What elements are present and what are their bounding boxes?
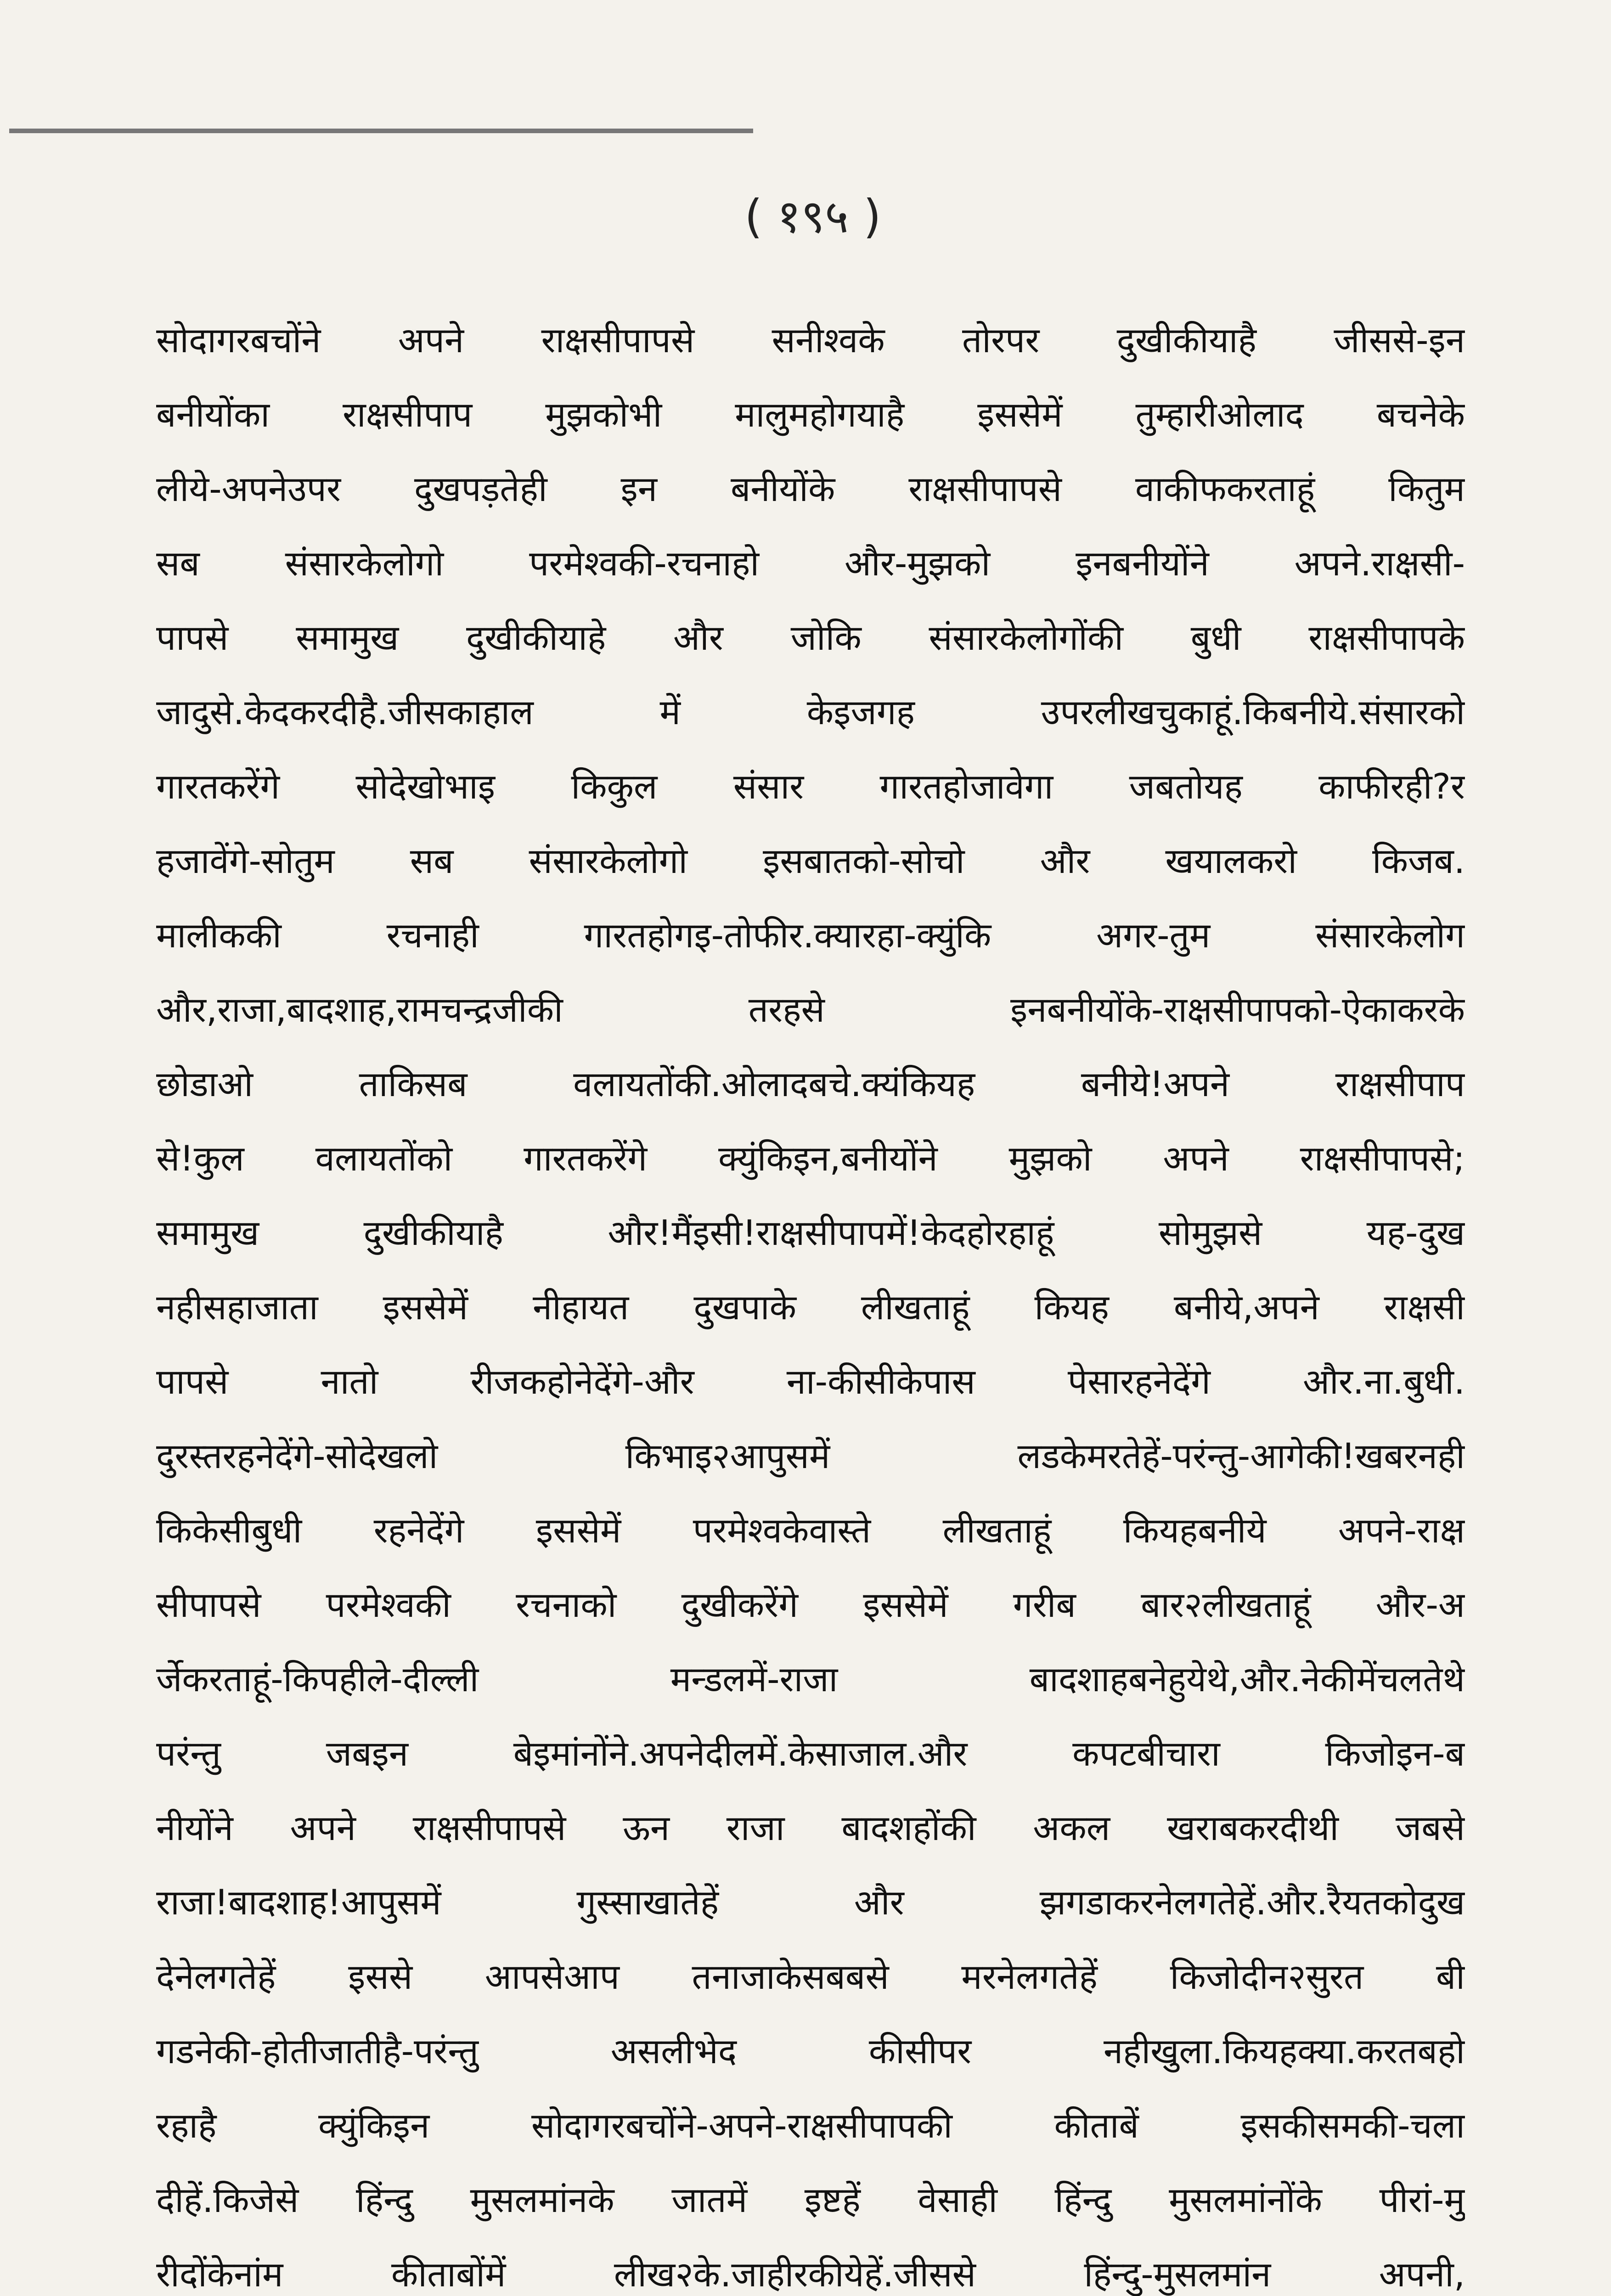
text-line: राजा!बादशाह!आपुसमें गुस्साखातेहें और झगडाकरनेलगतेहें.और.रैयतकोदुख <box>156 1882 1465 1923</box>
text-line: सोदागरबचोंने अपने राक्षसीपापसे सनीश्वके तोरपर दुखीकीयाहै जीससे-इन <box>156 320 1465 360</box>
text-line: गडनेकी-होतीजातीहै-परंन्तु असलीभेद कीसीपर नहीखुला.कियहक्या.करतबहो <box>156 2031 1465 2071</box>
text-line: दुरस्तरहनेदेंगे-सोदेखलो किभाइ२आपुसमें लडकेमरतेहें-परंन्तु-आगेकी!खबरनही <box>156 1435 1465 1476</box>
text-line: हजावेंगे-सोतुम सब संसारकेलोगो इसबातको-सोचो और खयालकरो किजब. <box>156 840 1465 881</box>
text-line: छोडाओ ताकिसब वलायतोंकी.ओलादबचे.क्यंकियह बनीये!अपने राक्षसीपाप <box>156 1064 1465 1104</box>
text-line: सीपापसे परमेश्वकी रचनाको दुखीकरेंगे इससेमें गरीब बार२लीखताहूं और-अ <box>156 1584 1465 1625</box>
text-line: किकेसीबुधी रहनेदेंगे इससेमें परमेश्वकेवास्ते लीखताहूं कियहबनीये अपने-राक्ष <box>156 1510 1465 1551</box>
text-line: समामुख दुखीकीयाहै और!मैंइसी!राक्षसीपापमें!केदहोरहाहूं सोमुझसे यह-दुख <box>156 1212 1465 1253</box>
text-line: रहाहै क्युंकिइन सोदागरबचोंने-अपने-राक्षसीपापकी कीताबें इसकीसमकी-चला <box>156 2105 1465 2146</box>
text-line: पापसे नातो रीजकहोनेदेंगे-और ना-कीसीकेपास पेसारहनेदेंगे और.ना.बुधी. <box>156 1361 1465 1402</box>
top-rule <box>9 129 753 133</box>
text-line: रीदोंकेनांम कीताबोंमें लीख२के.जाहीरकीयेहें.जीससे हिंन्दु-मुसलमांन अपनी, <box>156 2254 1465 2295</box>
text-line: नहीसहाजाता इससेमें नीहायत दुखपाके लीखताहूं कियह बनीये,अपने राक्षसी <box>156 1287 1465 1328</box>
page-number: ( १९५ ) <box>744 190 881 243</box>
text-line: बनीयोंका राक्षसीपाप मुझकोभी मालुमहोगयाहै इससेमें तुम्हारीओलाद बचनेके <box>156 394 1465 435</box>
text-line: मालीककी रचनाही गारतहोगइ-तोफीर.क्यारहा-क्युंकि अगर-तुम संसारकेलोग <box>156 915 1465 956</box>
text-line: दीहें.किजेसे हिंन्दु मुसलमांनके जातमें इष्टहें वेसाही हिंन्दु मुसलमांनोंके पीरां-मु <box>156 2179 1465 2220</box>
text-line: लीये-अपनेउपर दुखपड़तेही इन बनीयोंके राक्षसीपापसे वाकीफकरताहूं कितुम <box>156 468 1465 509</box>
text-line: गारतकरेंगे सोदेखोभाइ किकुल संसार गारतहोजावेगा जबतोयह काफीरही?र <box>156 766 1465 807</box>
text-line: र्जेकरताहूं-किपहीले-दील्ली मन्डलमें-राजा बादशाहबनेहुयेथे,और.नेकीमेंचलतेथे <box>156 1659 1465 1699</box>
text-line: जादुसे.केदकरदीहै.जीसकाहाल में केइजगह उपरलीखचुकाहूं.किबनीये.संसारको <box>156 692 1465 732</box>
text-line: परंन्तु जबइन बेइमांनोंने.अपनेदीलमें.केसाजाल.और कपटबीचारा किजोइन-ब <box>156 1733 1465 1774</box>
text-line: सब संसारकेलोगो परमेश्वकी-रचनाहो और-मुझको इनबनीयोंने अपने.राक्षसी- <box>156 543 1465 584</box>
text-line: नीयोंने अपने राक्षसीपापसे ऊन राजा बादशहोंकी अकल खराबकरदीथी जबसे <box>156 1807 1465 1848</box>
text-line: देनेलगतेहें इससे आपसेआप तनाजाकेसबबसे मरनेलगतेहें किजोदीन२सुरत बी <box>156 1956 1465 1997</box>
text-block <box>156 303 1465 2296</box>
text-line: और,राजा,बादशाह,रामचन्द्रजीकी तरहसे इनबनीयोंके-राक्षसीपापको-ऐकाकरके <box>156 989 1465 1030</box>
text-line: पापसे समामुख दुखीकीयाहे और जोकि संसारकेलोगोंकी बुधी राक्षसीपापके <box>156 617 1465 658</box>
text-line: से!कुल वलायतोंको गारतकरेंगे क्युंकिइन,बनीयोंने मुझको अपने राक्षसीपापसे; <box>156 1138 1465 1179</box>
